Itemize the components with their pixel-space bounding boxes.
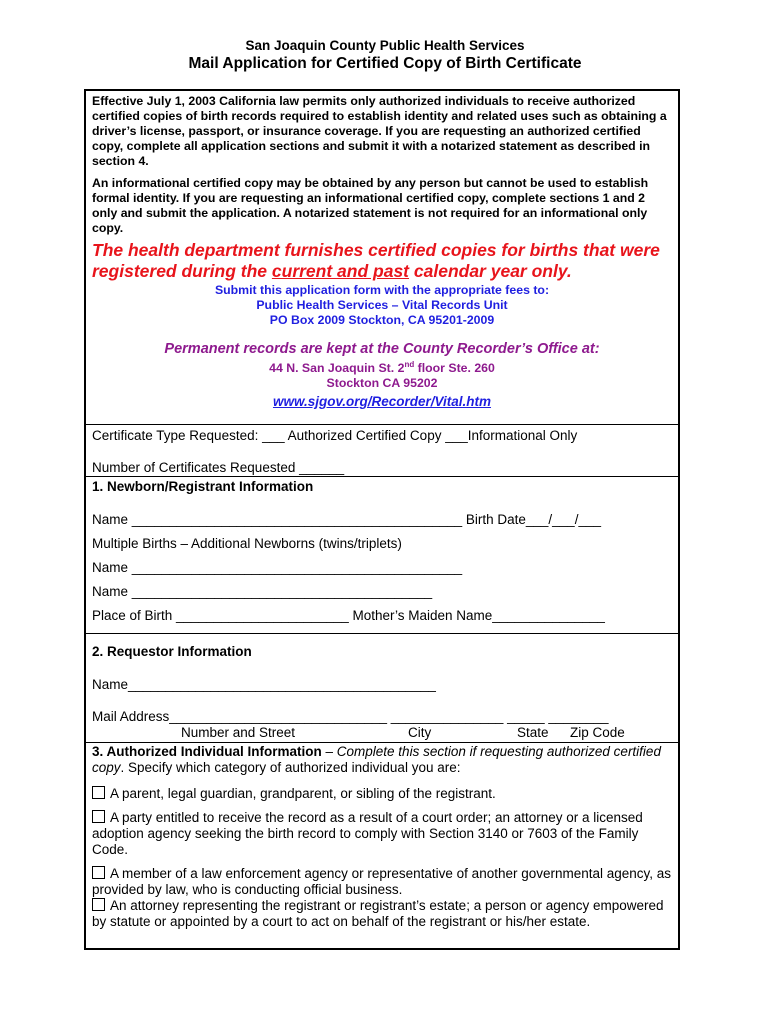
additional-newborn-name-field[interactable]: Name ________________________________________ <box>92 584 433 599</box>
requestor-name-field[interactable]: Name_________________________________________ <box>92 677 436 692</box>
additional-newborn-name-field[interactable]: Name ____________________________________________ <box>92 560 463 575</box>
checkbox[interactable] <box>92 898 105 911</box>
authorized-option-attorney[interactable]: An attorney representing the registrant or registrant’s estate; a person or agency empowered by statute or appointed by a court to act on behalf of the registrant or his/her estate. <box>92 898 664 929</box>
red-notice: The health department furnishes certified copies for births that were registered during the current and past calendar year only. <box>92 240 660 281</box>
intro-section <box>92 94 672 409</box>
recorder-address-line2: Stockton CA 95202 <box>326 376 438 391</box>
divider <box>86 476 678 477</box>
street-caption: Number and Street <box>181 725 296 740</box>
submit-po-box: PO Box 2009 Stockton, CA 95201-2009 <box>269 313 495 327</box>
intro-paragraph-authorized: Effective July 1, 2003 California law permits only authorized individuals to receive authorized certified copies of birth records required to establish identity and related uses such as obtaining a driver’s license, passport, or insurance coverage. If you are requesting an authorized certified copy, complete all application sections and submit it with a notarized statement as described in section 4. <box>92 94 667 168</box>
authorized-option-court-order[interactable]: A party entitled to receive the record as a result of a court order; an attorney or a licensed adoption agency seeking the birth record to comply with Section 3140 or 7603 of the Family Code. <box>92 810 643 857</box>
permanent-records-title: Permanent records are kept at the County Recorder’s Office at: <box>164 341 600 357</box>
submit-instructions: Submit this application form with the appropriate fees to: <box>214 283 550 297</box>
divider <box>86 742 678 743</box>
section3-intro: 3. Authorized Individual Information – Complete this section if requesting authorized certified copy. Specify which category of authorized individual you are: <box>92 744 661 775</box>
zip-caption: Zip Code <box>570 725 625 740</box>
agency-name: San Joaquin County Public Health Services <box>245 38 525 53</box>
certificate-type-field[interactable]: Certificate Type Requested: ___ Authorized Certified Copy ___Informational Only <box>92 428 578 443</box>
form-box <box>84 89 680 950</box>
divider <box>86 633 678 634</box>
registrant-name-birthdate-field[interactable]: Name ____________________________________________ Birth Date___/___/___ <box>92 512 601 527</box>
certificate-count-field[interactable]: Number of Certificates Requested ______ <box>92 460 345 475</box>
multiple-births-label: Multiple Births – Additional Newborns (twins/triplets) <box>92 536 402 551</box>
section1-heading: 1. Newborn/Registrant Information <box>92 479 314 494</box>
form-title: Mail Application for Certified Copy of Birth Certificate <box>188 55 582 72</box>
mail-address-field[interactable]: Mail Address_____________________________ _______________ _____ ________ <box>92 709 609 724</box>
section2-heading: 2. Requestor Information <box>92 644 252 659</box>
checkbox[interactable] <box>92 810 105 823</box>
divider <box>86 424 678 425</box>
recorder-address-line1: 44 N. San Joaquin St. 2nd floor Ste. 260 <box>269 360 495 376</box>
checkbox[interactable] <box>92 786 105 799</box>
intro-paragraph-informational: An informational certified copy may be obtained by any person but cannot be used to establish formal identity. If you are requesting an informational certified copy, complete sections 1 and 2 only and submit the application. A notarized statement is not required for an informational only copy. <box>92 176 649 235</box>
authorized-option-law-enforcement[interactable]: A member of a law enforcement agency or representative of another governmental agency, as provided by law, who is conducting official business. <box>92 866 672 897</box>
place-of-birth-maiden-name-field[interactable]: Place of Birth _______________________ Mother’s Maiden Name_______________ <box>92 608 605 623</box>
submit-agency: Public Health Services – Vital Records Unit <box>256 298 508 312</box>
checkbox[interactable] <box>92 866 105 879</box>
city-caption: City <box>408 725 432 740</box>
section3-heading: 3. Authorized Individual Information <box>92 744 322 759</box>
state-caption: State <box>517 725 549 740</box>
recorder-website-link[interactable]: www.sjgov.org/Recorder/Vital.htm <box>272 394 492 410</box>
authorized-option-parent[interactable]: A parent, legal guardian, grandparent, or sibling of the registrant. <box>92 786 672 802</box>
